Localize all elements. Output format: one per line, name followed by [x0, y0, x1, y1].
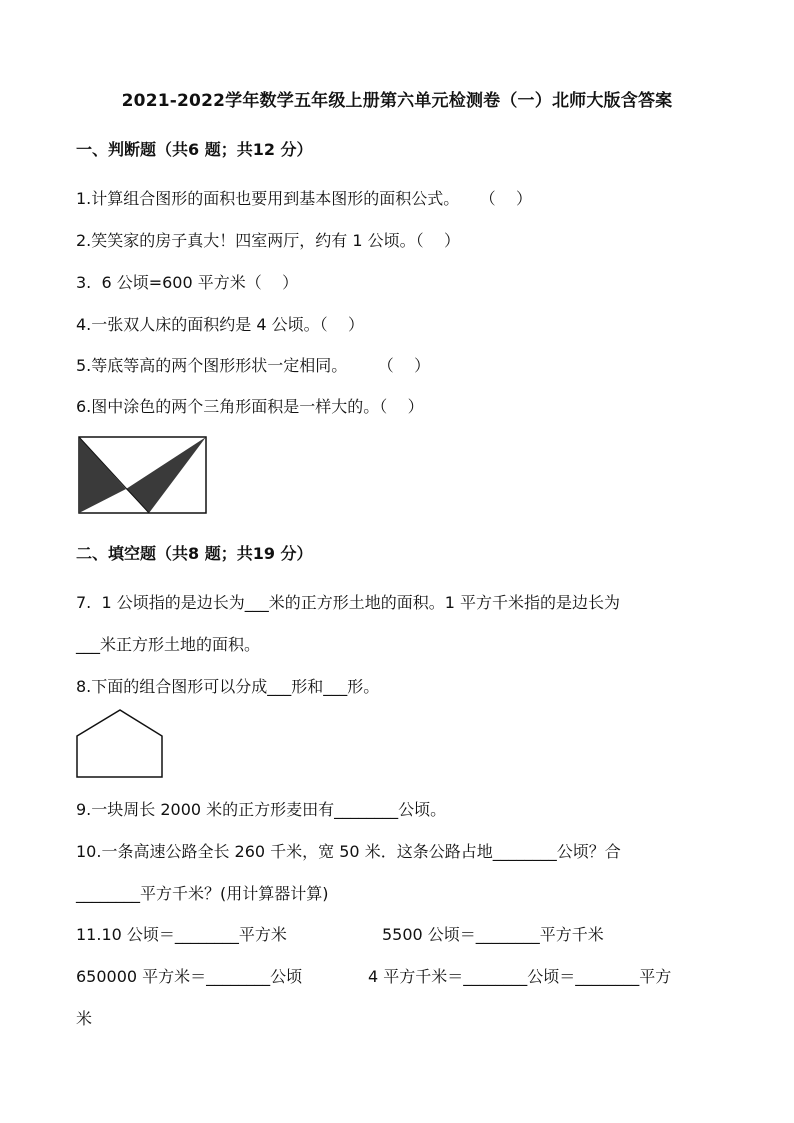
- question-7-line-1: 7. 1 公顷指的是边长为___米的正方形土地的面积。1 平方千米指的是边长为: [76, 593, 620, 612]
- question-2: 2.笑笑家的房子真大！四室两厅，约有 1 公顷。（ ）: [76, 231, 460, 250]
- question-6: 6.图中涂色的两个三角形面积是一样大的。（ ）: [76, 397, 424, 416]
- section-heading-fill-in: 二、填空题（共8 题；共19 分）: [76, 544, 313, 563]
- question-5: 5.等底等高的两个图形形状一定相同。 （ ）: [76, 356, 431, 375]
- shaded-triangles-figure: [78, 436, 208, 516]
- house-pentagon: [77, 710, 162, 777]
- question-11-part-c: 650000 平方米＝________公顷: [76, 967, 303, 986]
- question-4: 4.一张双人床的面积约是 4 公顷。（ ）: [76, 315, 364, 334]
- page-title: 2021-2022学年数学五年级上册第六单元检测卷（一）北师大版含答案: [121, 91, 673, 111]
- question-10-line-2: ________平方千米？(用计算器计算): [76, 884, 329, 903]
- section-heading-judgment: 一、判断题（共6 题；共12 分）: [76, 140, 313, 159]
- question-8: 8.下面的组合图形可以分成___形和___形。: [76, 677, 380, 696]
- question-10-line-1: 10.一条高速公路全长 260 千米，宽 50 米．这条公路占地________公顷？合: [76, 842, 621, 861]
- question-3: 3. 6 公顷=600 平方米（ ）: [76, 273, 299, 292]
- shaded-triangle-left: [79, 437, 126, 513]
- question-11-part-d: 4 平方千米＝________公顷＝________平方: [368, 967, 672, 986]
- question-11-part-e: 米: [76, 1009, 93, 1028]
- question-11-part-b: 5500 公顷＝________平方千米: [382, 925, 604, 944]
- question-9: 9.一块周长 2000 米的正方形麦田有________公顷。: [76, 800, 447, 819]
- question-1: 1.计算组合图形的面积也要用到基本图形的面积公式。 （ ）: [76, 189, 532, 208]
- house-shape-figure: [75, 708, 165, 780]
- question-7-line-2: ___米正方形土地的面积。: [76, 635, 261, 654]
- question-11-part-a: 11.10 公顷＝________平方米: [76, 925, 287, 944]
